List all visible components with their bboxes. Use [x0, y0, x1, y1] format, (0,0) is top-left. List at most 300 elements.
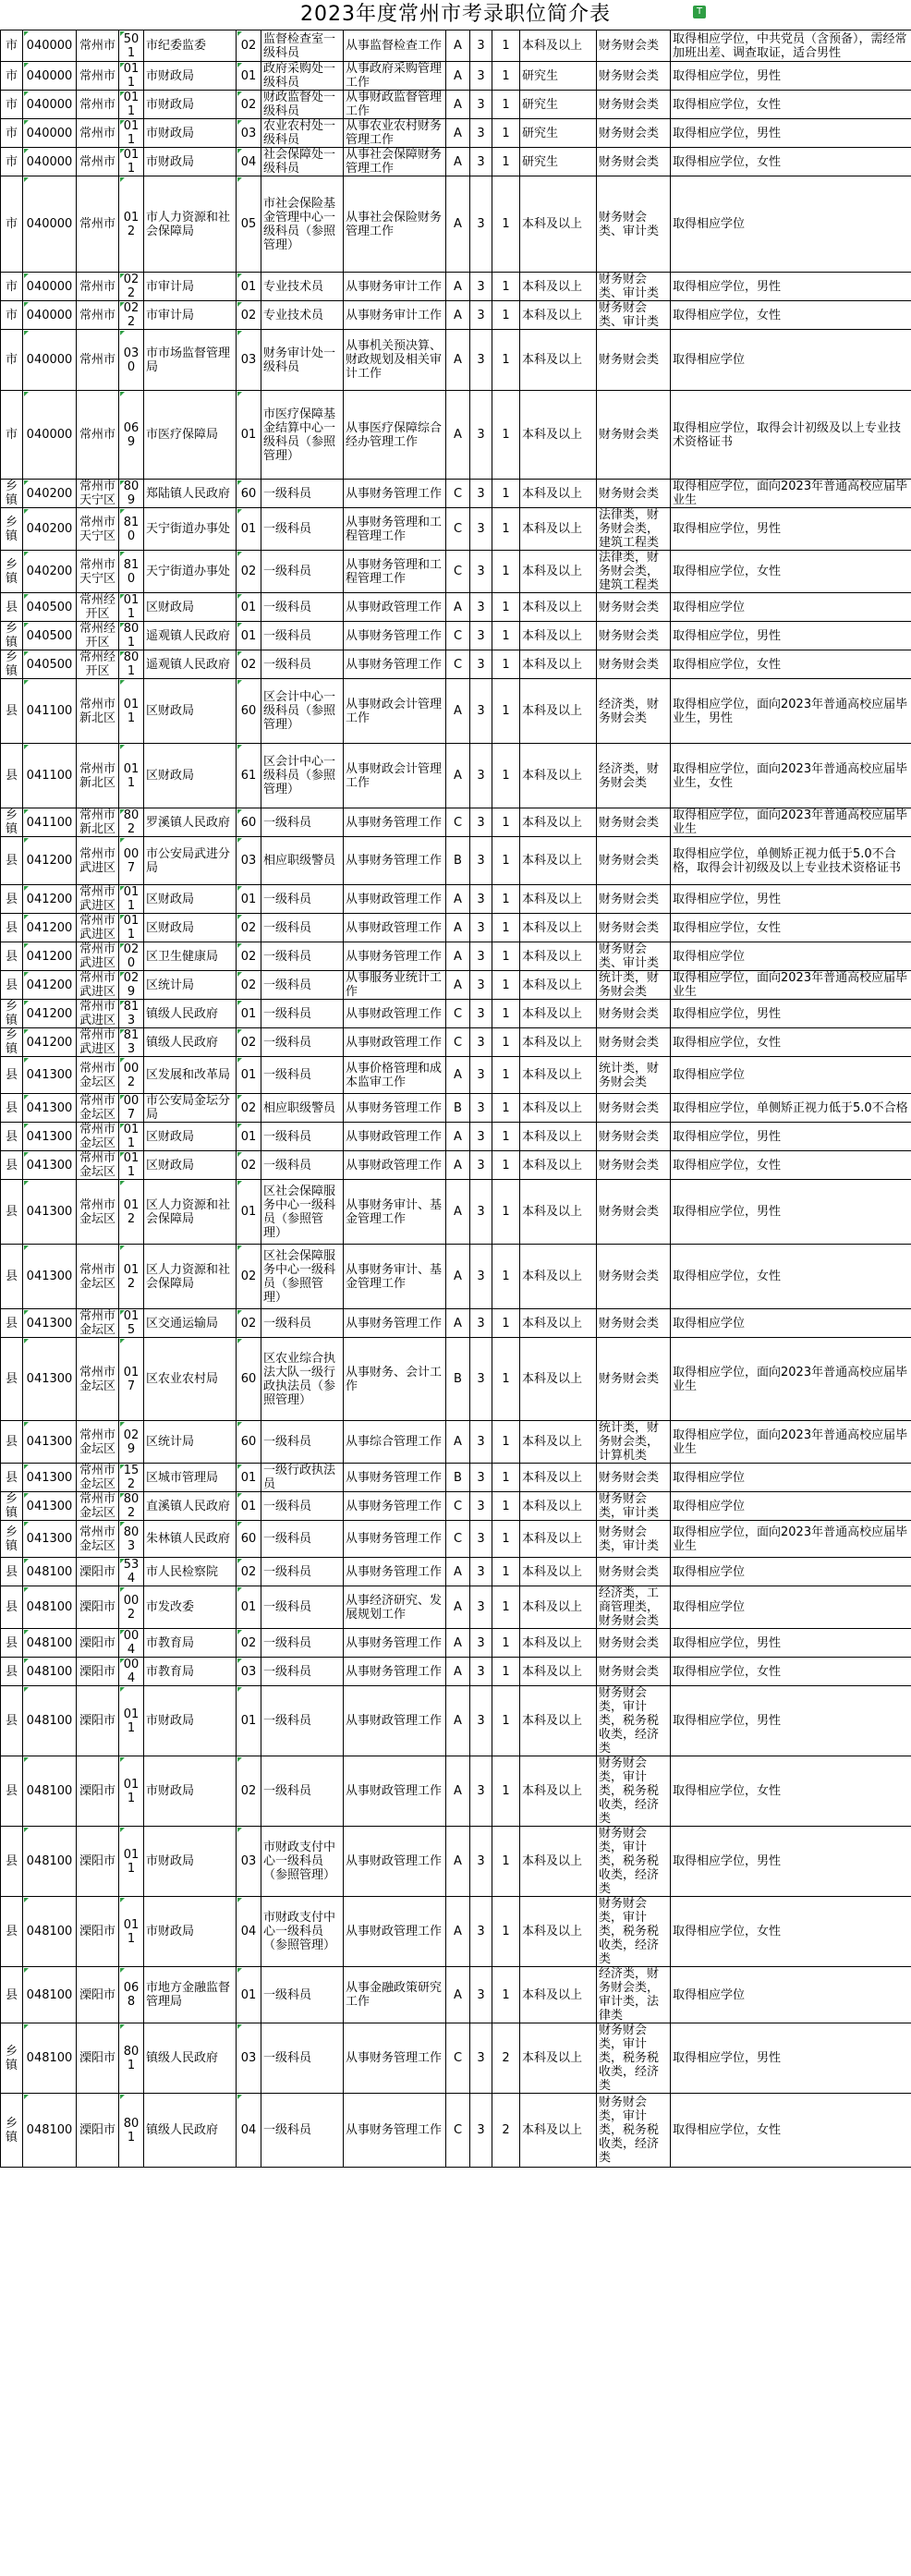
- cell-other[interactable]: 取得相应学位，男性: [671, 1827, 911, 1897]
- cell-region[interactable]: 溧阳市: [77, 1629, 119, 1658]
- cell-dept-code[interactable]: 012: [119, 176, 144, 273]
- cell-position[interactable]: 财政监督处一级科员: [261, 91, 344, 119]
- cell-major[interactable]: 财务财会类: [597, 1309, 671, 1338]
- cell-position-code[interactable]: 01: [237, 1967, 261, 2023]
- cell-major[interactable]: 财务财会类: [597, 808, 671, 837]
- cell-region-code[interactable]: 041200: [23, 837, 77, 885]
- cell-other[interactable]: 取得相应学位，女性: [671, 1658, 911, 1686]
- cell-region-code[interactable]: 048100: [23, 1658, 77, 1686]
- cell-position-code[interactable]: 02: [237, 942, 261, 971]
- cell-region-code[interactable]: 041200: [23, 914, 77, 942]
- cell-exam[interactable]: 3: [470, 971, 492, 1000]
- cell-category[interactable]: A: [446, 1967, 470, 2023]
- cell-dept-code[interactable]: 801: [119, 2023, 144, 2094]
- cell-exam[interactable]: 3: [470, 91, 492, 119]
- cell-level[interactable]: 市: [1, 91, 23, 119]
- cell-level[interactable]: 县: [1, 1245, 23, 1309]
- cell-region[interactable]: 常州市: [77, 176, 119, 273]
- cell-major[interactable]: 统计类，财务财会类: [597, 971, 671, 1000]
- cell-department[interactable]: 区发展和改革局: [144, 1057, 237, 1094]
- cell-position[interactable]: 一级科员: [261, 480, 344, 508]
- cell-count[interactable]: 1: [492, 391, 520, 480]
- cell-region-code[interactable]: 048100: [23, 1586, 77, 1629]
- cell-position[interactable]: 一级科员: [261, 1492, 344, 1521]
- cell-count[interactable]: 1: [492, 593, 520, 622]
- cell-exam[interactable]: 3: [470, 480, 492, 508]
- cell-category[interactable]: A: [446, 119, 470, 148]
- cell-department[interactable]: 镇级人民政府: [144, 1000, 237, 1028]
- cell-other[interactable]: 取得相应学位，面向2023年普通高校应届毕业生: [671, 808, 911, 837]
- cell-region-code[interactable]: 041200: [23, 971, 77, 1000]
- cell-exam[interactable]: 3: [470, 1151, 492, 1180]
- cell-position[interactable]: 市财政支付中心一级科员（参照管理）: [261, 1827, 344, 1897]
- cell-count[interactable]: 1: [492, 679, 520, 744]
- cell-category[interactable]: A: [446, 1309, 470, 1338]
- cell-dept-code[interactable]: 011: [119, 148, 144, 176]
- cell-department[interactable]: 镇级人民政府: [144, 1028, 237, 1057]
- cell-position[interactable]: 一级科员: [261, 1028, 344, 1057]
- cell-count[interactable]: 1: [492, 971, 520, 1000]
- cell-position-code[interactable]: 03: [237, 1658, 261, 1686]
- cell-education[interactable]: 本科及以上: [520, 1309, 597, 1338]
- cell-region[interactable]: 常州市新北区: [77, 744, 119, 808]
- cell-region-code[interactable]: 041300: [23, 1094, 77, 1123]
- cell-major[interactable]: 财务财会类: [597, 1338, 671, 1421]
- cell-category[interactable]: C: [446, 622, 470, 650]
- cell-department[interactable]: 区财政局: [144, 885, 237, 914]
- cell-position-code[interactable]: 02: [237, 91, 261, 119]
- cell-position[interactable]: 专业技术员: [261, 273, 344, 301]
- cell-other[interactable]: 取得相应学位: [671, 176, 911, 273]
- cell-exam[interactable]: 3: [470, 593, 492, 622]
- cell-education[interactable]: 本科及以上: [520, 679, 597, 744]
- cell-duty[interactable]: 从事财务管理和工程管理工作: [344, 551, 446, 593]
- cell-department[interactable]: 区城市管理局: [144, 1464, 237, 1492]
- cell-major[interactable]: 经济类，工商管理类，财务财会类: [597, 1586, 671, 1629]
- cell-dept-code[interactable]: 802: [119, 1492, 144, 1521]
- cell-position[interactable]: 一级科员: [261, 622, 344, 650]
- cell-region-code[interactable]: 040200: [23, 551, 77, 593]
- cell-category[interactable]: A: [446, 1421, 470, 1464]
- cell-department[interactable]: 朱林镇人民政府: [144, 1521, 237, 1558]
- cell-region-code[interactable]: 041100: [23, 808, 77, 837]
- cell-position-code[interactable]: 01: [237, 1586, 261, 1629]
- cell-region[interactable]: 常州市金坛区: [77, 1309, 119, 1338]
- cell-count[interactable]: 1: [492, 480, 520, 508]
- cell-exam[interactable]: 3: [470, 119, 492, 148]
- cell-category[interactable]: A: [446, 91, 470, 119]
- cell-exam[interactable]: 3: [470, 1629, 492, 1658]
- cell-region-code[interactable]: 040200: [23, 508, 77, 551]
- cell-count[interactable]: 1: [492, 1897, 520, 1967]
- cell-duty[interactable]: 从事社会保障财务管理工作: [344, 148, 446, 176]
- cell-dept-code[interactable]: 011: [119, 91, 144, 119]
- cell-duty[interactable]: 从事财务管理工作: [344, 942, 446, 971]
- cell-other[interactable]: 取得相应学位，面向2023年普通高校应届毕业生: [671, 1521, 911, 1558]
- cell-position[interactable]: 一级科员: [261, 1521, 344, 1558]
- cell-position-code[interactable]: 02: [237, 650, 261, 679]
- cell-education[interactable]: 本科及以上: [520, 176, 597, 273]
- cell-department[interactable]: 市财政局: [144, 1827, 237, 1897]
- cell-region-code[interactable]: 040000: [23, 301, 77, 330]
- cell-position-code[interactable]: 02: [237, 301, 261, 330]
- cell-department[interactable]: 遥观镇人民政府: [144, 622, 237, 650]
- cell-region[interactable]: 常州市金坛区: [77, 1180, 119, 1245]
- cell-count[interactable]: 1: [492, 301, 520, 330]
- cell-dept-code[interactable]: 015: [119, 1309, 144, 1338]
- cell-duty[interactable]: 从事财政管理工作: [344, 1897, 446, 1967]
- cell-position-code[interactable]: 02: [237, 1756, 261, 1827]
- cell-count[interactable]: 1: [492, 1558, 520, 1586]
- cell-category[interactable]: C: [446, 1492, 470, 1521]
- cell-education[interactable]: 本科及以上: [520, 2094, 597, 2168]
- cell-region[interactable]: 常州市天宁区: [77, 508, 119, 551]
- cell-category[interactable]: C: [446, 1028, 470, 1057]
- cell-dept-code[interactable]: 007: [119, 837, 144, 885]
- cell-count[interactable]: 1: [492, 1967, 520, 2023]
- cell-department[interactable]: 市财政局: [144, 1756, 237, 1827]
- cell-education[interactable]: 本科及以上: [520, 1558, 597, 1586]
- cell-position[interactable]: 相应职级警员: [261, 837, 344, 885]
- cell-count[interactable]: 1: [492, 1028, 520, 1057]
- cell-other[interactable]: 取得相应学位，男性: [671, 622, 911, 650]
- cell-major[interactable]: 财务财会类，审计类，税务税收类，经济类: [597, 1756, 671, 1827]
- cell-duty[interactable]: 从事财务管理工作: [344, 1558, 446, 1586]
- cell-count[interactable]: 1: [492, 30, 520, 62]
- cell-major[interactable]: 经济类，财务财会类，审计类，法律类: [597, 1967, 671, 2023]
- cell-category[interactable]: A: [446, 30, 470, 62]
- cell-region[interactable]: 常州市新北区: [77, 679, 119, 744]
- cell-duty[interactable]: 从事财政会计管理工作: [344, 744, 446, 808]
- cell-count[interactable]: 1: [492, 650, 520, 679]
- cell-region[interactable]: 常州市金坛区: [77, 1245, 119, 1309]
- cell-position[interactable]: 一级科员: [261, 1000, 344, 1028]
- cell-level[interactable]: 市: [1, 30, 23, 62]
- cell-category[interactable]: A: [446, 1558, 470, 1586]
- filter-badge-icon[interactable]: T: [693, 6, 706, 18]
- cell-other[interactable]: 取得相应学位，女性: [671, 1151, 911, 1180]
- cell-count[interactable]: 1: [492, 837, 520, 885]
- cell-exam[interactable]: 3: [470, 1658, 492, 1686]
- cell-education[interactable]: 本科及以上: [520, 1464, 597, 1492]
- cell-duty[interactable]: 从事财务管理工作: [344, 1464, 446, 1492]
- cell-region[interactable]: 常州市金坛区: [77, 1338, 119, 1421]
- cell-major[interactable]: 财务财会类: [597, 837, 671, 885]
- cell-position[interactable]: 区社会保障服务中心一级科员（参照管理）: [261, 1245, 344, 1309]
- cell-other[interactable]: 取得相应学位，女性: [671, 1897, 911, 1967]
- cell-department[interactable]: 市审计局: [144, 273, 237, 301]
- cell-exam[interactable]: 3: [470, 1028, 492, 1057]
- cell-category[interactable]: A: [446, 885, 470, 914]
- cell-dept-code[interactable]: 801: [119, 622, 144, 650]
- cell-level[interactable]: 县: [1, 744, 23, 808]
- cell-exam[interactable]: 3: [470, 1180, 492, 1245]
- cell-position[interactable]: 一级科员: [261, 914, 344, 942]
- cell-dept-code[interactable]: 004: [119, 1658, 144, 1686]
- cell-level[interactable]: 乡镇: [1, 551, 23, 593]
- cell-category[interactable]: B: [446, 1094, 470, 1123]
- cell-major[interactable]: 财务财会类，审计类，税务税收类，经济类: [597, 2023, 671, 2094]
- cell-region[interactable]: 常州市武进区: [77, 837, 119, 885]
- cell-duty[interactable]: 从事财务管理工作: [344, 622, 446, 650]
- cell-education[interactable]: 本科及以上: [520, 1686, 597, 1756]
- cell-region-code[interactable]: 040000: [23, 330, 77, 391]
- cell-region[interactable]: 溧阳市: [77, 1897, 119, 1967]
- cell-region[interactable]: 常州市金坛区: [77, 1123, 119, 1151]
- cell-major[interactable]: 财务财会类: [597, 1094, 671, 1123]
- cell-education[interactable]: 本科及以上: [520, 1586, 597, 1629]
- cell-region-code[interactable]: 041300: [23, 1309, 77, 1338]
- cell-duty[interactable]: 从事财务管理和工程管理工作: [344, 508, 446, 551]
- cell-region-code[interactable]: 048100: [23, 2023, 77, 2094]
- cell-position-code[interactable]: 03: [237, 330, 261, 391]
- cell-exam[interactable]: 3: [470, 1309, 492, 1338]
- cell-position[interactable]: 专业技术员: [261, 301, 344, 330]
- cell-dept-code[interactable]: 813: [119, 1000, 144, 1028]
- cell-level[interactable]: 县: [1, 679, 23, 744]
- cell-dept-code[interactable]: 803: [119, 1521, 144, 1558]
- cell-region-code[interactable]: 041300: [23, 1151, 77, 1180]
- cell-dept-code[interactable]: 011: [119, 1151, 144, 1180]
- cell-duty[interactable]: 从事财务审计工作: [344, 301, 446, 330]
- cell-department[interactable]: 区财政局: [144, 593, 237, 622]
- cell-position[interactable]: 一级科员: [261, 1151, 344, 1180]
- cell-other[interactable]: 取得相应学位，中共党员（含预备），需经常加班出差、调查取证，适合男性: [671, 30, 911, 62]
- cell-position[interactable]: 社会保障处一级科员: [261, 148, 344, 176]
- cell-department[interactable]: 市发改委: [144, 1586, 237, 1629]
- cell-dept-code[interactable]: 813: [119, 1028, 144, 1057]
- cell-category[interactable]: A: [446, 62, 470, 91]
- cell-exam[interactable]: 3: [470, 330, 492, 391]
- cell-duty[interactable]: 从事财务管理工作: [344, 1629, 446, 1658]
- cell-education[interactable]: 研究生: [520, 62, 597, 91]
- cell-level[interactable]: 市: [1, 273, 23, 301]
- cell-major[interactable]: 财务财会类、审计类: [597, 301, 671, 330]
- cell-level[interactable]: 县: [1, 1897, 23, 1967]
- cell-position-code[interactable]: 01: [237, 391, 261, 480]
- cell-position-code[interactable]: 01: [237, 885, 261, 914]
- cell-position[interactable]: 市财政支付中心一级科员（参照管理）: [261, 1897, 344, 1967]
- cell-level[interactable]: 乡镇: [1, 1492, 23, 1521]
- cell-level[interactable]: 县: [1, 1629, 23, 1658]
- cell-education[interactable]: 本科及以上: [520, 808, 597, 837]
- cell-level[interactable]: 县: [1, 1558, 23, 1586]
- cell-other[interactable]: 取得相应学位，男性: [671, 1123, 911, 1151]
- cell-category[interactable]: A: [446, 330, 470, 391]
- cell-dept-code[interactable]: 004: [119, 1629, 144, 1658]
- cell-major[interactable]: 财务财会类: [597, 1464, 671, 1492]
- cell-department[interactable]: 罗溪镇人民政府: [144, 808, 237, 837]
- cell-count[interactable]: 1: [492, 1492, 520, 1521]
- cell-category[interactable]: A: [446, 1686, 470, 1756]
- cell-category[interactable]: C: [446, 508, 470, 551]
- cell-other[interactable]: 取得相应学位，面向2023年普通高校应届毕业生: [671, 1338, 911, 1421]
- cell-major[interactable]: 财务财会类，审计类，税务税收类，经济类: [597, 1897, 671, 1967]
- cell-position[interactable]: 一级科员: [261, 808, 344, 837]
- cell-region[interactable]: 常州经开区: [77, 593, 119, 622]
- cell-category[interactable]: A: [446, 1057, 470, 1094]
- cell-duty[interactable]: 从事财政管理工作: [344, 1000, 446, 1028]
- cell-category[interactable]: A: [446, 1658, 470, 1686]
- cell-dept-code[interactable]: 030: [119, 330, 144, 391]
- cell-region-code[interactable]: 040500: [23, 650, 77, 679]
- cell-duty[interactable]: 从事经济研究、发展规划工作: [344, 1586, 446, 1629]
- cell-major[interactable]: 财务财会类: [597, 91, 671, 119]
- cell-category[interactable]: B: [446, 1464, 470, 1492]
- cell-position[interactable]: 区会计中心一级科员（参照管理）: [261, 679, 344, 744]
- cell-count[interactable]: 1: [492, 1658, 520, 1686]
- cell-category[interactable]: B: [446, 1338, 470, 1421]
- cell-major[interactable]: 财务财会类: [597, 30, 671, 62]
- cell-education[interactable]: 本科及以上: [520, 885, 597, 914]
- cell-category[interactable]: A: [446, 301, 470, 330]
- cell-count[interactable]: 1: [492, 508, 520, 551]
- cell-dept-code[interactable]: 534: [119, 1558, 144, 1586]
- cell-position-code[interactable]: 61: [237, 744, 261, 808]
- cell-position-code[interactable]: 04: [237, 148, 261, 176]
- cell-region[interactable]: 常州市武进区: [77, 971, 119, 1000]
- cell-region[interactable]: 常州经开区: [77, 650, 119, 679]
- cell-position[interactable]: 一级科员: [261, 650, 344, 679]
- cell-other[interactable]: 取得相应学位，女性: [671, 914, 911, 942]
- cell-department[interactable]: 市人力资源和社会保障局: [144, 176, 237, 273]
- cell-count[interactable]: 1: [492, 176, 520, 273]
- cell-duty[interactable]: 从事财务管理工作: [344, 1658, 446, 1686]
- cell-position[interactable]: 一级科员: [261, 1658, 344, 1686]
- cell-education[interactable]: 本科及以上: [520, 744, 597, 808]
- cell-other[interactable]: 取得相应学位，面向2023年普通高校应届毕业生，男性: [671, 679, 911, 744]
- cell-region[interactable]: 常州市金坛区: [77, 1521, 119, 1558]
- cell-region[interactable]: 常州市武进区: [77, 1028, 119, 1057]
- cell-education[interactable]: 本科及以上: [520, 837, 597, 885]
- cell-category[interactable]: A: [446, 1180, 470, 1245]
- cell-region-code[interactable]: 040000: [23, 119, 77, 148]
- cell-department[interactable]: 区人力资源和社会保障局: [144, 1245, 237, 1309]
- cell-category[interactable]: A: [446, 1151, 470, 1180]
- cell-other[interactable]: 取得相应学位，男性: [671, 62, 911, 91]
- cell-department[interactable]: 市公安局金坛分局: [144, 1094, 237, 1123]
- cell-position[interactable]: 一级科员: [261, 1967, 344, 2023]
- cell-department[interactable]: 区财政局: [144, 1151, 237, 1180]
- cell-dept-code[interactable]: 017: [119, 1338, 144, 1421]
- cell-category[interactable]: A: [446, 1756, 470, 1827]
- cell-exam[interactable]: 3: [470, 1000, 492, 1028]
- cell-department[interactable]: 市财政局: [144, 1897, 237, 1967]
- cell-level[interactable]: 县: [1, 1421, 23, 1464]
- cell-count[interactable]: 1: [492, 744, 520, 808]
- cell-category[interactable]: C: [446, 650, 470, 679]
- cell-region-code[interactable]: 041300: [23, 1057, 77, 1094]
- cell-level[interactable]: 县: [1, 1151, 23, 1180]
- cell-duty[interactable]: 从事财务审计、基金管理工作: [344, 1180, 446, 1245]
- cell-position[interactable]: 一级科员: [261, 2094, 344, 2168]
- cell-education[interactable]: 本科及以上: [520, 1245, 597, 1309]
- cell-department[interactable]: 市财政局: [144, 1686, 237, 1756]
- cell-region-code[interactable]: 041200: [23, 1028, 77, 1057]
- cell-level[interactable]: 乡镇: [1, 480, 23, 508]
- cell-count[interactable]: 1: [492, 1464, 520, 1492]
- cell-count[interactable]: 1: [492, 942, 520, 971]
- cell-region[interactable]: 常州市: [77, 91, 119, 119]
- cell-duty[interactable]: 从事机关预决算、财政规划及相关审计工作: [344, 330, 446, 391]
- cell-department[interactable]: 直溪镇人民政府: [144, 1492, 237, 1521]
- cell-count[interactable]: 1: [492, 1094, 520, 1123]
- cell-region-code[interactable]: 040000: [23, 148, 77, 176]
- cell-duty[interactable]: 从事财务管理工作: [344, 1094, 446, 1123]
- cell-exam[interactable]: 3: [470, 1686, 492, 1756]
- cell-department[interactable]: 区卫生健康局: [144, 942, 237, 971]
- cell-education[interactable]: 本科及以上: [520, 1094, 597, 1123]
- cell-position[interactable]: 一级科员: [261, 885, 344, 914]
- cell-category[interactable]: A: [446, 273, 470, 301]
- cell-region[interactable]: 常州市: [77, 30, 119, 62]
- cell-category[interactable]: A: [446, 1245, 470, 1309]
- cell-region-code[interactable]: 040200: [23, 480, 77, 508]
- cell-exam[interactable]: 3: [470, 176, 492, 273]
- cell-level[interactable]: 县: [1, 1338, 23, 1421]
- cell-count[interactable]: 1: [492, 1000, 520, 1028]
- cell-department[interactable]: 市财政局: [144, 119, 237, 148]
- cell-duty[interactable]: 从事财务审计、基金管理工作: [344, 1245, 446, 1309]
- cell-level[interactable]: 乡镇: [1, 1028, 23, 1057]
- cell-major[interactable]: 法律类，财务财会类，建筑工程类: [597, 508, 671, 551]
- cell-duty[interactable]: 从事财政管理工作: [344, 1151, 446, 1180]
- cell-major[interactable]: 财务财会类、审计类: [597, 942, 671, 971]
- cell-duty[interactable]: 从事财政管理工作: [344, 1028, 446, 1057]
- cell-duty[interactable]: 从事财务管理工作: [344, 808, 446, 837]
- cell-exam[interactable]: 3: [470, 1094, 492, 1123]
- cell-duty[interactable]: 从事医疗保障综合经办管理工作: [344, 391, 446, 480]
- cell-education[interactable]: 本科及以上: [520, 1827, 597, 1897]
- cell-position-code[interactable]: 01: [237, 273, 261, 301]
- cell-education[interactable]: 本科及以上: [520, 1521, 597, 1558]
- cell-other[interactable]: 取得相应学位，女性: [671, 91, 911, 119]
- cell-education[interactable]: 研究生: [520, 119, 597, 148]
- cell-dept-code[interactable]: 029: [119, 1421, 144, 1464]
- cell-count[interactable]: 1: [492, 62, 520, 91]
- cell-major[interactable]: 财务财会类、审计类: [597, 176, 671, 273]
- cell-region-code[interactable]: 040000: [23, 91, 77, 119]
- cell-position[interactable]: 相应职级警员: [261, 1094, 344, 1123]
- cell-major[interactable]: 财务财会类: [597, 391, 671, 480]
- cell-category[interactable]: A: [446, 391, 470, 480]
- cell-education[interactable]: 本科及以上: [520, 30, 597, 62]
- cell-category[interactable]: A: [446, 1123, 470, 1151]
- cell-major[interactable]: 财务财会类: [597, 650, 671, 679]
- cell-major[interactable]: 财务财会类: [597, 119, 671, 148]
- cell-major[interactable]: 财务财会类: [597, 1658, 671, 1686]
- cell-position-code[interactable]: 60: [237, 1521, 261, 1558]
- cell-count[interactable]: 1: [492, 1827, 520, 1897]
- cell-duty[interactable]: 从事财务审计工作: [344, 273, 446, 301]
- cell-position-code[interactable]: 03: [237, 1827, 261, 1897]
- cell-education[interactable]: 研究生: [520, 148, 597, 176]
- cell-major[interactable]: 财务财会类: [597, 480, 671, 508]
- cell-other[interactable]: 取得相应学位: [671, 593, 911, 622]
- cell-count[interactable]: 1: [492, 148, 520, 176]
- cell-exam[interactable]: 3: [470, 650, 492, 679]
- cell-duty[interactable]: 从事财政管理工作: [344, 914, 446, 942]
- cell-other[interactable]: 取得相应学位: [671, 1558, 911, 1586]
- cell-duty[interactable]: 从事财政管理工作: [344, 1827, 446, 1897]
- cell-region-code[interactable]: 041300: [23, 1421, 77, 1464]
- cell-dept-code[interactable]: 801: [119, 650, 144, 679]
- cell-education[interactable]: 本科及以上: [520, 1000, 597, 1028]
- cell-category[interactable]: A: [446, 942, 470, 971]
- cell-level[interactable]: 乡镇: [1, 1521, 23, 1558]
- cell-count[interactable]: 1: [492, 914, 520, 942]
- cell-region-code[interactable]: 040000: [23, 62, 77, 91]
